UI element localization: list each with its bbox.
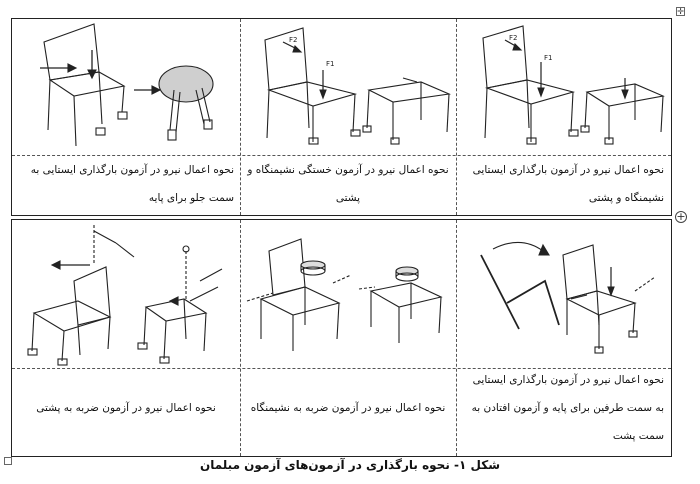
caption-seat-impact: نحوه اعمال نیرو در آزمون ضربه به نشیمنگاه <box>250 402 446 414</box>
caption-back-impact: نحوه اعمال نیرو در آزمون ضربه به پشتی <box>36 402 216 414</box>
column-divider <box>456 220 457 456</box>
figure-lateral-static-leg-backward-fall <box>459 221 670 366</box>
figure-back-impact <box>14 221 238 366</box>
figure-seat-impact <box>243 221 455 366</box>
column-divider <box>240 220 241 456</box>
figure-forward-static-leg <box>14 20 238 153</box>
force-label-f2: F2 <box>289 36 298 44</box>
add-row-plus-icon[interactable]: + <box>676 210 686 223</box>
caption-forward-static-leg: نحوه اعمال نیرو در آزمون بارگذاری ایستایی به سمت جلو برای پایه <box>30 164 234 204</box>
force-label-f2: F2 <box>509 34 518 42</box>
column-divider <box>240 19 241 215</box>
caption-fatigue-seat-back: نحوه اعمال نیرو در آزمون خستگی نشیمنگاه و پشتی <box>247 164 449 204</box>
figure-fatigue-seat-back <box>243 20 455 153</box>
caption-static-seat-back: نحوه اعمال نیرو در آزمون بارگذاری ایستایی نشیمنگاه و پشتی <box>472 164 664 204</box>
caption-lateral-static-leg-backward-fall: نحوه اعمال نیرو در آزمون بارگذاری ایستایی به سمت طرفین برای پایه و آزمون افتادن به سمت پشت <box>471 374 664 442</box>
force-label-f1: F1 <box>326 60 335 68</box>
table-move-handle-icon[interactable]: ✛ <box>677 7 684 16</box>
column-divider <box>456 19 457 215</box>
force-label-f1: F1 <box>544 54 553 62</box>
figure-static-seat-back <box>459 20 670 153</box>
figure-caption: شکل ۱- نحوه بارگذاری در آزمون‌های آزمون مبلمان <box>199 458 500 472</box>
